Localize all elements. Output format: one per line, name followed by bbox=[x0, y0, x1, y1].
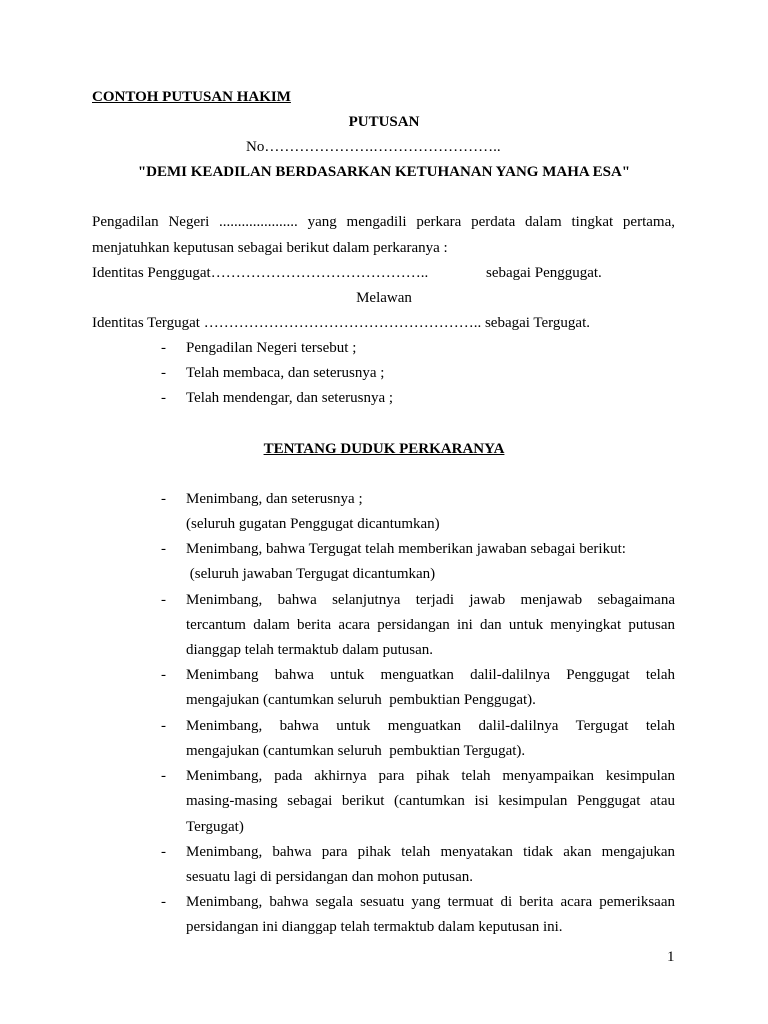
preamble-item: Telah membaca, dan seterusnya ; bbox=[186, 365, 385, 381]
list-item-line: tercantum dalam berita acara persidangan ini dan untuk menyingkat putusan bbox=[186, 617, 675, 633]
list-item-line: Menimbang, bahwa selanjutnya terjadi jawab menjawab sebagaimana bbox=[186, 592, 675, 608]
list-item-line: mengajukan (cantumkan seluruh pembuktian Tergugat). bbox=[186, 743, 526, 759]
list-item-line: dianggap telah termaktub dalam putusan. bbox=[186, 642, 434, 658]
list-dash: - bbox=[161, 390, 166, 406]
list-item-line: masing-masing sebagai berikut (cantumkan isi kesimpulan Penggugat atau bbox=[186, 793, 675, 809]
list-dash: - bbox=[161, 768, 166, 784]
list-item-line: (seluruh gugatan Penggugat dicantumkan) bbox=[186, 516, 440, 532]
list-item-line: sesuatu lagi di persidangan dan mohon putusan. bbox=[186, 869, 474, 885]
list-dash: - bbox=[161, 365, 166, 381]
list-dash: - bbox=[161, 894, 166, 910]
oath-line: "DEMI KEADILAN BERDASARKAN KETUHANAN YANG MAHA ESA" bbox=[137, 164, 631, 180]
list-item-line: Tergugat) bbox=[186, 819, 244, 835]
list-item-line: Menimbang, pada akhirnya para pihak telah menyampaikan kesimpulan bbox=[186, 768, 675, 784]
list-item-line: mengajukan (cantumkan seluruh pembuktian Penggugat). bbox=[186, 692, 536, 708]
preamble-item: Telah mendengar, dan seterusnya ; bbox=[186, 390, 394, 406]
document-heading: CONTOH PUTUSAN HAKIM bbox=[92, 89, 291, 105]
list-item-line: Menimbang, bahwa segala sesuatu yang termuat di berita acara pemeriksaan bbox=[186, 894, 675, 910]
list-dash: - bbox=[161, 667, 166, 683]
list-item-line: Menimbang, bahwa para pihak telah menyatakan tidak akan mengajukan bbox=[186, 844, 675, 860]
list-item-line: persidangan ini dianggap telah termaktub dalam keputusan ini. bbox=[186, 919, 563, 935]
list-item-line: Menimbang, dan seterusnya ; bbox=[186, 491, 363, 507]
list-dash: - bbox=[161, 844, 166, 860]
list-item-line: Menimbang, bahwa Tergugat telah memberikan jawaban sebagai berikut: bbox=[186, 541, 626, 557]
list-dash: - bbox=[161, 491, 166, 507]
case-number-line: No………………….…………………….. bbox=[246, 139, 501, 155]
plaintiff-identity: Identitas Penggugat…………………………………….. bbox=[92, 265, 429, 281]
list-dash: - bbox=[161, 340, 166, 356]
intro-line-2: menjatuhkan keputusan sebagai berikut dalam perkaranya : bbox=[92, 240, 448, 256]
section-title: TENTANG DUDUK PERKARANYA bbox=[263, 441, 505, 457]
versus-label: Melawan bbox=[356, 290, 412, 306]
list-dash: - bbox=[161, 718, 166, 734]
list-dash: - bbox=[161, 592, 166, 608]
defendant-identity: Identitas Tergugat ……………………………………………….. sebagai Tergugat. bbox=[92, 315, 590, 331]
document-title: PUTUSAN bbox=[348, 114, 420, 130]
plaintiff-role: sebagai Penggugat. bbox=[486, 265, 602, 281]
list-item-line: (seluruh jawaban Tergugat dicantumkan) bbox=[186, 566, 436, 582]
page-number: 1 bbox=[667, 949, 675, 965]
list-item-line: Menimbang, bahwa untuk menguatkan dalil-dalilnya Tergugat telah bbox=[186, 718, 675, 734]
preamble-item: Pengadilan Negeri tersebut ; bbox=[186, 340, 357, 356]
list-dash: - bbox=[161, 541, 166, 557]
list-item-line: Menimbang bahwa untuk menguatkan dalil-dalilnya Penggugat telah bbox=[186, 667, 675, 683]
intro-line-1: Pengadilan Negeri ..................... yang mengadili perkara perdata dalam tingkat pertama, bbox=[92, 214, 675, 230]
